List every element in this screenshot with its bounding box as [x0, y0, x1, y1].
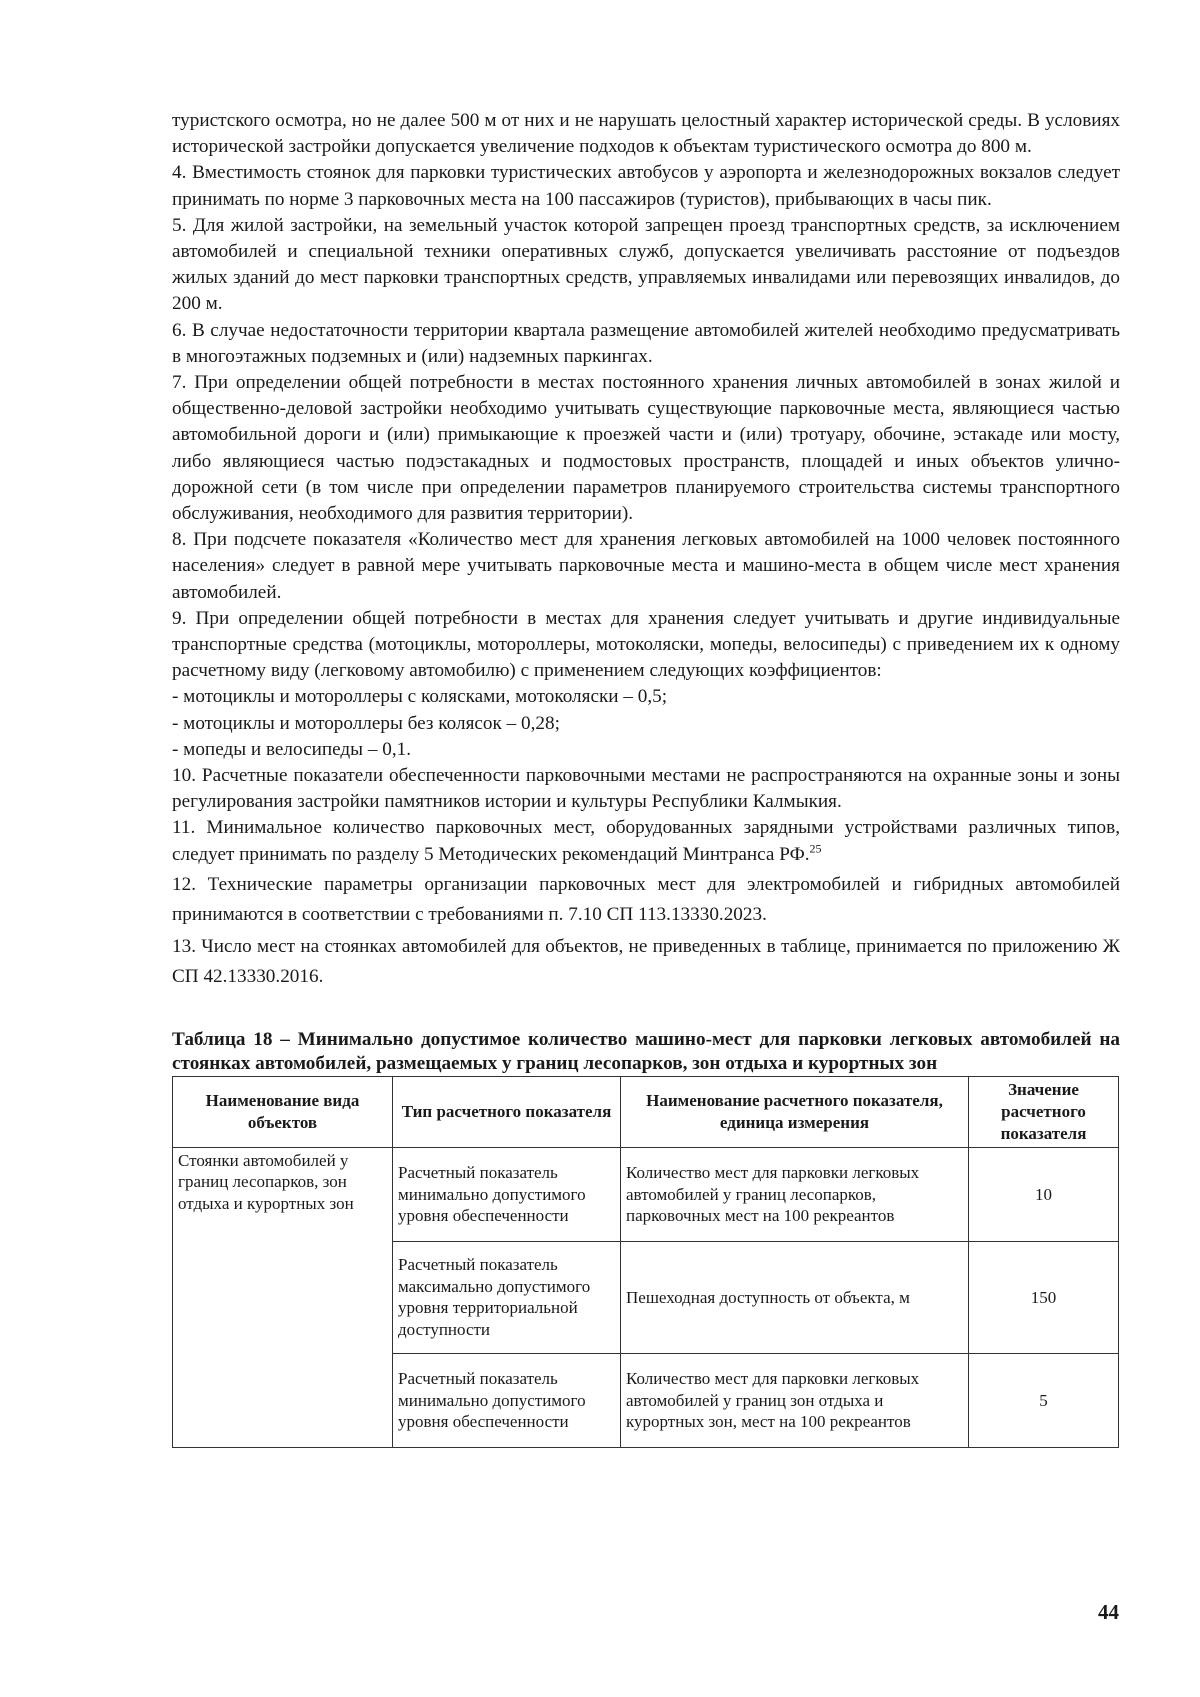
paragraph-continuation: туристского осмотра, но не далее 500 м от них и не нарушать целостный характер исторической среды. В условиях исторической застройки допускается увеличение подходов к объектам туристического осмотра до 800 м. — [172, 110, 1120, 158]
cell-indicator-type: Расчетный показатель максимально допустимого уровня территориальной доступности — [393, 1241, 621, 1353]
paragraph-5: 5. Для жилой застройки, на земельный участок которой запрещен проезд транспортных средств, за исключением автомобилей и специальной техники оперативных служб, допускается увеличивать расстояние от подъездов жилых зданий до мест парковки транспортных средств, управляемых инвалидами или перевозящих инвалидов, до 200 м. — [172, 214, 1120, 315]
table-row — [173, 1147, 1119, 1241]
document-body — [172, 108, 1120, 1448]
header-indicator-type: Тип расчетного показателя — [393, 1076, 621, 1147]
paragraph-11 — [172, 815, 1120, 867]
cell-object-name: Стоянки автомобилей у границ лесопарков, зон отдыха и курортных зон — [173, 1147, 393, 1447]
cell-indicator-name: Количество мест для парковки легковых автомобилей у границ зон отдыха и курортных зон, мест на 100 рекреантов — [621, 1353, 969, 1447]
paragraph-7: 7. При определении общей потребности в местах постоянного хранения личных автомобилей в зонах жилой и общественно-деловой застройки необходимо учитывать существующие парковочные места, являющиеся частью автомобильной дороги и (или) примыкающие к проезжей части и (или) тротуару, обочине, эстакаде или мосту, либо являющиеся частью подэстакадных и подмостовых пространств, площадей и иных объектов улично-дорожной сети (в том числе при определении параметров планируемого строительства системы транспортного обслуживания, необходимого для развития территории). — [172, 372, 1120, 525]
list-item-coefficient: - мопеды и велосипеды – 0,1. — [172, 738, 412, 760]
cell-indicator-value: 5 — [969, 1353, 1119, 1447]
cell-indicator-type: Расчетный показатель минимально допустимого уровня обеспеченности — [393, 1147, 621, 1241]
header-object-type: Наименование вида объектов — [173, 1076, 393, 1147]
paragraph-10: 10. Расчетные показатели обеспеченности парковочными местами не распространяются на охранные зоны и зоны регулирования застройки памятников истории и культуры Республики Калмыкия. — [172, 765, 1120, 813]
cell-indicator-name: Количество мест для парковки легковых автомобилей у границ лесопарков, парковочных мест на 100 рекреантов — [621, 1147, 969, 1241]
paragraph-6: 6. В случае недостаточности территории квартала размещение автомобилей жителей необходимо предусматривать в многоэтажных подземных и (или) надземных паркингах. — [172, 319, 1120, 367]
cell-indicator-value: 150 — [969, 1241, 1119, 1353]
list-item-coefficient: - мотоциклы и мотороллеры с колясками, мотоколяски – 0,5; — [172, 686, 668, 708]
paragraph-11-text: 11. Минимальное количество парковочных мест, оборудованных зарядными устройствами различных типов, следует принимать по разделу 5 Методических рекомендаций Минтранса РФ. — [172, 817, 1120, 865]
paragraph-4: 4. Вместимость стоянок для парковки туристических автобусов у аэропорта и железнодорожных вокзалов следует принимать по норме 3 парковочных места на 100 пассажиров (туристов), прибывающих в часы пик. — [172, 162, 1120, 210]
paragraph-13: 13. Число мест на стоянках автомобилей для объектов, не приведенных в таблице, принимается по приложению Ж СП 42.13330.2016. — [172, 935, 1120, 987]
cell-indicator-type: Расчетный показатель минимально допустимого уровня обеспеченности — [393, 1353, 621, 1447]
paragraph-9: 9. При определении общей потребности в местах для хранения следует учитывать и другие индивидуальные транспортные средства (мотоциклы, мотороллеры, мотоколяски, мопеды, велосипеды) с приведением их к одному расчетному виду (легковому автомобилю) с применением следующих коэффициентов: — [172, 607, 1120, 682]
paragraph-12: 12. Технические параметры организации парковочных мест для электромобилей и гибридных автомобилей принимаются в соответствии с требованиями п. 7.10 СП 113.13330.2023. — [172, 873, 1120, 925]
paragraph-8: 8. При подсчете показателя «Количество мест для хранения легковых автомобилей на 1000 человек постоянного населения» следует в равной мере учитывать парковочные места и машино-места в общем числе мест хранения автомобилей. — [172, 529, 1120, 603]
cell-indicator-value: 10 — [969, 1147, 1119, 1241]
footnote-ref[interactable]: 25 — [809, 841, 822, 856]
header-indicator-value: Значение расчетного показателя — [969, 1076, 1119, 1147]
table-caption: Таблица 18 – Минимально допустимое количество машино-мест для парковки легковых автомобилей на стоянках автомобилей, размещаемых у границ лесопарков, зон отдыха и курортных зон — [172, 1028, 1120, 1074]
header-indicator-name: Наименование расчетного показателя, единица измерения — [621, 1076, 969, 1147]
table-header-row — [173, 1076, 1119, 1147]
cell-indicator-name: Пешеходная доступность от объекта, м — [621, 1241, 969, 1353]
parking-table — [172, 1076, 1119, 1448]
list-item-coefficient: - мотоциклы и мотороллеры без колясок – 0,28; — [172, 712, 560, 734]
page-number: 44 — [1098, 1600, 1119, 1624]
